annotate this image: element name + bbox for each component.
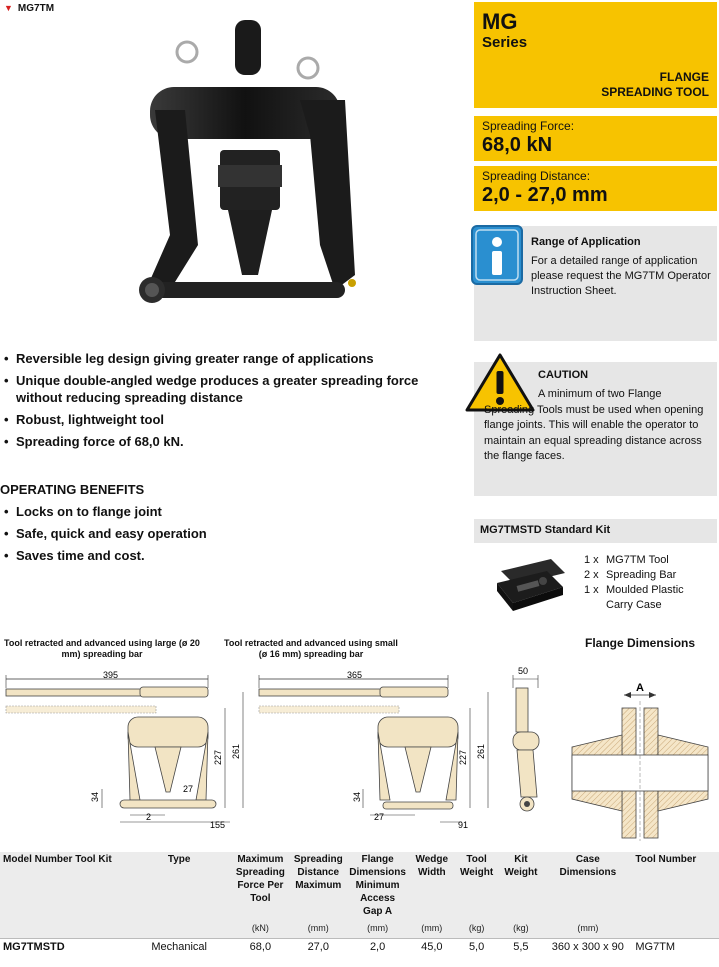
kit-list — [584, 553, 706, 613]
dim-2: 2 — [146, 812, 152, 822]
product-photo — [130, 15, 370, 330]
unit-label: (mm) — [409, 919, 455, 939]
diagram-caption-large: Tool retracted and advanced using large (ø 20 mm) spreading bar — [4, 638, 200, 659]
diagram-large-bar — [0, 662, 250, 832]
list-item: • Spreading force of 68,0 kN. — [4, 433, 424, 450]
diagram-small-bar — [250, 662, 500, 832]
column-header: Case Dimensions — [543, 852, 632, 919]
table-unit-row — [0, 919, 719, 939]
diagram-side-view — [503, 662, 551, 832]
column-header: Maximum Spreading Force Per Tool — [230, 852, 290, 919]
carry-case-photo — [493, 553, 569, 615]
diagram-flange — [566, 675, 716, 845]
table-header-row — [0, 852, 719, 919]
series-code: MG — [482, 9, 518, 34]
caution-text: A minimum of two Flange Spreading Tools must be used when opening flange joints. This will enable the operator to maintain an equal spreading distance across the flange faces. — [484, 388, 704, 462]
specification-table — [0, 852, 719, 955]
list-item: 1 x Moulded Plastic Carry Case — [584, 584, 684, 611]
dim-height-1: 227 — [213, 749, 223, 765]
cell-tool-number: MG7TM — [632, 939, 719, 956]
spec-spreading-distance — [474, 166, 717, 211]
cell-wedge-width: 45,0 — [409, 939, 455, 956]
spec-label: Spreading Distance: — [482, 169, 591, 183]
dim-height-2: 261 — [231, 743, 241, 759]
triangle-down-icon: ▼ — [4, 3, 13, 13]
unit-label: (mm) — [543, 919, 632, 939]
dim-height-2: 261 — [476, 743, 486, 759]
flange-gap-label: A — [636, 682, 644, 694]
column-header: Wedge Width — [409, 852, 455, 919]
column-header: Tool Number — [632, 852, 719, 919]
caution-panel — [474, 362, 717, 496]
cell-tool-weight: 5,0 — [455, 939, 499, 956]
cell-model-number: MG7TMSTD — [0, 939, 128, 956]
cell-gap: 2,0 — [346, 939, 409, 956]
column-header: Model Number Tool Kit — [0, 852, 128, 919]
list-item: • Safe, quick and easy operation — [4, 525, 424, 542]
list-item: • Saves time and cost. — [4, 547, 424, 564]
benefits-title: OPERATING BENEFITS — [0, 482, 145, 497]
spec-spreading-force — [474, 116, 717, 161]
range-of-application-panel — [474, 226, 717, 341]
column-header: Flange Dimensions Minimum Access Gap A — [346, 852, 409, 919]
list-item: 2 x Spreading Bar — [584, 569, 677, 581]
kit-title: MG7TMSTD Standard Kit — [474, 519, 717, 543]
series-header — [474, 2, 717, 108]
unit-label: (mm) — [290, 919, 346, 939]
application-title: Range of Application — [531, 236, 641, 248]
column-header: Tool Weight — [455, 852, 499, 919]
cell-kit-weight: 5,5 — [499, 939, 544, 956]
spec-label: Spreading Force: — [482, 119, 575, 133]
list-item: • Robust, lightweight tool — [4, 411, 424, 428]
info-icon — [470, 224, 526, 288]
cell-type: Mechanical — [128, 939, 231, 956]
flange-dimensions-title: Flange Dimensions — [585, 636, 696, 650]
dim-34: 34 — [352, 791, 362, 802]
model-tag: ▼ MG7TM — [4, 3, 55, 14]
caution-title: CAUTION — [538, 369, 589, 381]
dim-155: 155 — [210, 820, 226, 830]
unit-label: (kN) — [230, 919, 290, 939]
benefits-list — [4, 503, 424, 569]
diagram-caption-small: Tool retracted and advanced using small (ø 16 mm) spreading bar — [224, 638, 398, 659]
column-header: Spreading Distance Maximum — [290, 852, 346, 919]
list-item: • Locks on to flange joint — [4, 503, 424, 520]
unit-label: (mm) — [346, 919, 409, 939]
unit-label: (kg) — [455, 919, 499, 939]
list-item: • Unique double-angled wedge produces a greater spreading force without reducing spreading distance — [4, 372, 424, 406]
table-row — [0, 939, 719, 956]
dim-91: 91 — [458, 820, 469, 830]
application-text: For a detailed range of application please request the MG7TM Operator Instruction Sheet. — [531, 255, 711, 297]
list-item: • Reversible leg design giving greater range of applications — [4, 350, 424, 367]
column-header: Kit Weight — [499, 852, 544, 919]
dim-length: 395 — [103, 670, 119, 680]
column-header: Type — [128, 852, 231, 919]
product-name: FLANGE SPREADING TOOL — [601, 70, 709, 99]
cell-force: 68,0 — [230, 939, 290, 956]
spec-value: 2,0 - 27,0 mm — [482, 184, 608, 206]
series-label: Series — [482, 34, 528, 51]
feature-list — [4, 350, 424, 455]
dim-34: 34 — [90, 791, 100, 802]
dim-27: 27 — [183, 784, 194, 794]
spec-value: 68,0 kN — [482, 134, 553, 156]
dim-width: 50 — [518, 666, 529, 676]
dim-27: 27 — [374, 812, 385, 822]
dim-height-1: 227 — [458, 749, 468, 765]
cell-case-dimensions: 360 x 300 x 90 — [543, 939, 632, 956]
cell-distance: 27,0 — [290, 939, 346, 956]
list-item: 1 x MG7TM Tool — [584, 554, 669, 566]
dim-length: 365 — [347, 670, 363, 680]
unit-label: (kg) — [499, 919, 544, 939]
